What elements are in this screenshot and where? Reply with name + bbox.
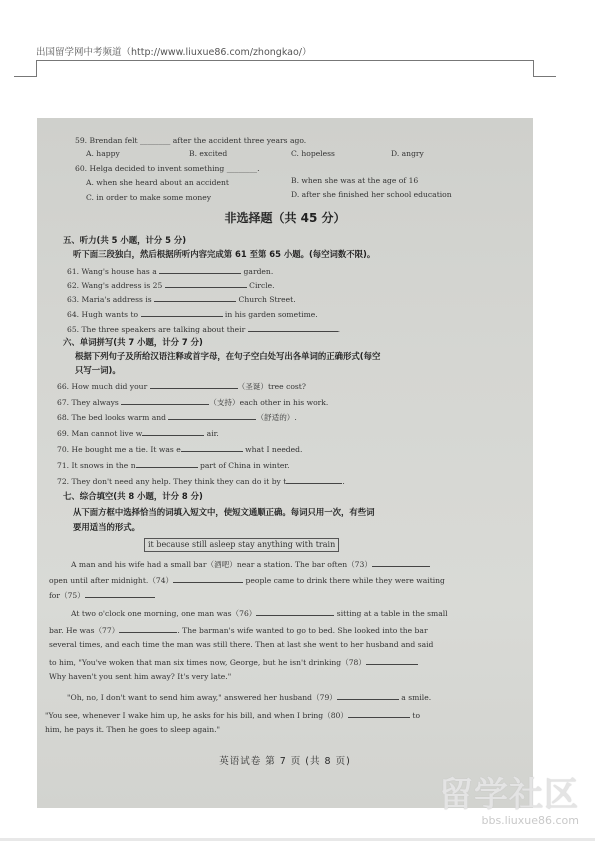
- word-box: it because still asleep stay anything with train: [144, 538, 339, 552]
- cloze-instruction-1: 从下面方框中选择恰当的词填入短文中，使短文通顺正确。每词只用一次，有些词: [73, 507, 375, 517]
- cloze-heading: 七、综合填空(共 8 小题，计分 8 分): [63, 491, 203, 501]
- question-65: 65. The three speakers are talking about their .: [67, 325, 341, 334]
- question-71: 71. It snows in the n part of China in winter.: [57, 461, 290, 470]
- question-72: 72. They don't need any help. They think they can do it by t .: [57, 477, 345, 486]
- passage-line-8: Why haven't you sent him away? It's very late.": [49, 672, 232, 681]
- passage-line-5: bar. He was（77） . The barman's wife wanted to go to bed. She looked into the bar: [49, 626, 428, 635]
- header-rule: [36, 60, 534, 61]
- q59-option-c: C. hopeless: [291, 149, 335, 158]
- passage-line-4: At two o'clock one morning, one man was（76） sitting at a table in the small: [71, 609, 448, 618]
- passage-line-3: for（75）: [49, 589, 155, 601]
- bottom-rule: [0, 838, 595, 841]
- header-corner-right: [533, 60, 534, 77]
- question-70: 70. He bought me a tie. It was e what I needed.: [57, 445, 303, 454]
- question-60: 60. Helga decided to invent something ________.: [75, 164, 260, 173]
- listening-instruction: 听下面三段独白，然后根据所听内容完成第 61 至第 65 小题。(每空词数不限)。: [73, 249, 376, 259]
- spelling-instruction-2: 只写一词)。: [75, 365, 121, 375]
- passage-line-6: several times, and each time the man was still there. Then at last she went to her husband and said: [49, 640, 434, 649]
- site-watermark: [434, 776, 579, 830]
- spelling-heading: 六、单词拼写(共 7 小题，计分 7 分): [63, 337, 203, 347]
- q59-option-a: A. happy: [86, 149, 120, 158]
- watermark-url: bbs.liuxue86.com: [481, 814, 579, 827]
- passage-line-9: "Oh, no, I don't want to send him away," answered her husband（79） a smile.: [67, 693, 432, 702]
- question-61: 61. Wang's house has a garden.: [67, 267, 274, 276]
- passage-line-10: "You see, whenever I wake him up, he asks for his bill, and when I bring（80） to: [45, 711, 421, 720]
- question-68: 68. The bed looks warm and （舒适的）.: [57, 413, 297, 422]
- q60-option-c: C. in order to make some money: [86, 193, 212, 202]
- spelling-instruction-1: 根据下列句子及所给汉语注释或首字母，在句子空白处写出各单词的正确形式(每空: [75, 351, 381, 361]
- page-header: 出国留学网中考频道（http://www.liuxue86.com/zhongkao/）: [36, 47, 312, 58]
- scanned-exam-page: [37, 118, 533, 808]
- q60-option-d: D. after she finished her school education: [291, 190, 452, 199]
- question-63: 63. Maria's address is Church Street.: [67, 295, 296, 304]
- q59-option-b: B. excited: [189, 149, 228, 158]
- passage-line-11: him, he pays it. Then he goes to sleep again.": [45, 725, 221, 734]
- q59-option-d: D. angry: [391, 149, 424, 158]
- q60-option-a: A. when she heard about an accident: [86, 178, 229, 187]
- question-67: 67. They always （支持）each other in his work.: [57, 398, 329, 407]
- header-corner-left: [36, 60, 37, 77]
- header-corner-left-foot: [14, 76, 37, 77]
- passage-line-7: to him, "You've woken that man six times now, George, but he isn't drinking（78）: [49, 656, 418, 668]
- section-title: 非选择题（共 45 分）: [224, 211, 346, 225]
- watermark-logo-text: 留学社区: [439, 775, 579, 815]
- listening-heading: 五、听力(共 5 小题，计分 5 分): [63, 235, 187, 245]
- q60-option-b: B. when she was at the age of 16: [291, 176, 419, 185]
- header-corner-right-foot: [533, 76, 556, 77]
- question-69: 69. Man cannot live w air.: [57, 429, 219, 438]
- passage-line-2: open until after midnight.（74） people came to drink there while they were waiting: [49, 576, 445, 585]
- passage-line-1: A man and his wife had a small bar（酒吧）near a station. The bar often（73）: [71, 558, 430, 570]
- question-62: 62. Wang's address is 25 Circle.: [67, 281, 275, 290]
- question-64: 64. Hugh wants to in his garden sometime.: [67, 310, 318, 319]
- question-66: 66. How much did your （圣诞）tree cost?: [57, 382, 306, 391]
- cloze-instruction-2: 要用适当的形式。: [73, 522, 140, 532]
- question-59: 59. Brendan felt ________ after the accident three years ago.: [75, 136, 307, 145]
- page-footer: 英语试卷 第 7 页 (共 8 页): [219, 756, 351, 767]
